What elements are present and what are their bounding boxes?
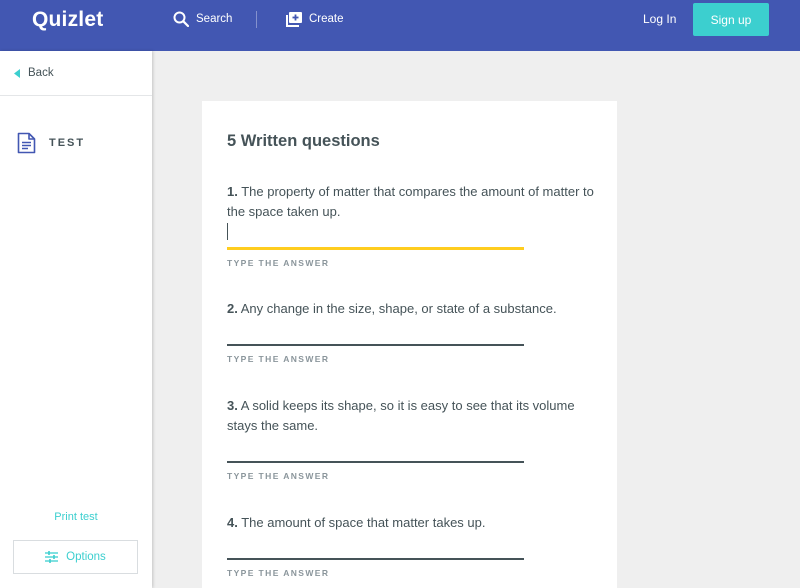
answer-hint: TYPE THE ANSWER <box>227 568 330 578</box>
question-1 <box>227 182 597 222</box>
sliders-icon <box>45 551 58 563</box>
back-button[interactable] <box>14 67 54 79</box>
signup-button[interactable]: Sign up <box>693 3 769 36</box>
question-2 <box>227 299 597 319</box>
options-label: Options <box>66 551 106 563</box>
answer-input-3[interactable] <box>227 439 524 461</box>
answer-underline <box>227 344 524 346</box>
answer-input-2[interactable] <box>227 322 524 344</box>
answer-underline <box>227 558 524 560</box>
nav-divider <box>256 11 257 28</box>
answer-hint: TYPE THE ANSWER <box>227 354 330 364</box>
options-button[interactable] <box>13 540 138 574</box>
question-number: 1. <box>227 184 238 199</box>
question-number: 3. <box>227 398 238 413</box>
answer-hint: TYPE THE ANSWER <box>227 258 330 268</box>
create-label: Create <box>309 13 344 25</box>
question-text: The property of matter that compares the amount of matter to the space taken up. <box>227 184 594 219</box>
answer-hint: TYPE THE ANSWER <box>227 471 330 481</box>
quizlet-logo[interactable]: Quizlet <box>32 8 104 31</box>
question-3 <box>227 396 597 436</box>
test-mode-item[interactable] <box>17 132 85 154</box>
print-test-link[interactable]: Print test <box>54 511 98 523</box>
search-label: Search <box>196 13 233 25</box>
search-icon <box>173 11 189 27</box>
sidebar-divider <box>0 95 152 96</box>
document-icon <box>17 132 36 154</box>
question-number: 2. <box>227 301 238 316</box>
sidebar <box>0 51 152 588</box>
login-link[interactable]: Log In <box>643 12 677 26</box>
answer-input-1[interactable] <box>227 221 524 243</box>
test-card <box>202 101 617 588</box>
test-title: 5 Written questions <box>227 132 380 150</box>
question-4 <box>227 513 597 533</box>
create-icon <box>286 12 302 27</box>
test-mode-label: TEST <box>49 137 86 149</box>
answer-input-4[interactable] <box>227 536 524 558</box>
question-text: The amount of space that matter takes up. <box>241 515 486 530</box>
search-button[interactable] <box>173 0 232 38</box>
back-label: Back <box>28 67 54 79</box>
top-navigation-bar <box>0 0 800 51</box>
chevron-left-icon <box>14 69 20 78</box>
answer-underline <box>227 461 524 463</box>
question-number: 4. <box>227 515 238 530</box>
question-text: A solid keeps its shape, so it is easy to see that its volume stays the same. <box>227 398 575 433</box>
question-text: Any change in the size, shape, or state of a substance. <box>240 301 557 316</box>
answer-underline-active <box>227 247 524 250</box>
create-button[interactable] <box>286 0 344 38</box>
